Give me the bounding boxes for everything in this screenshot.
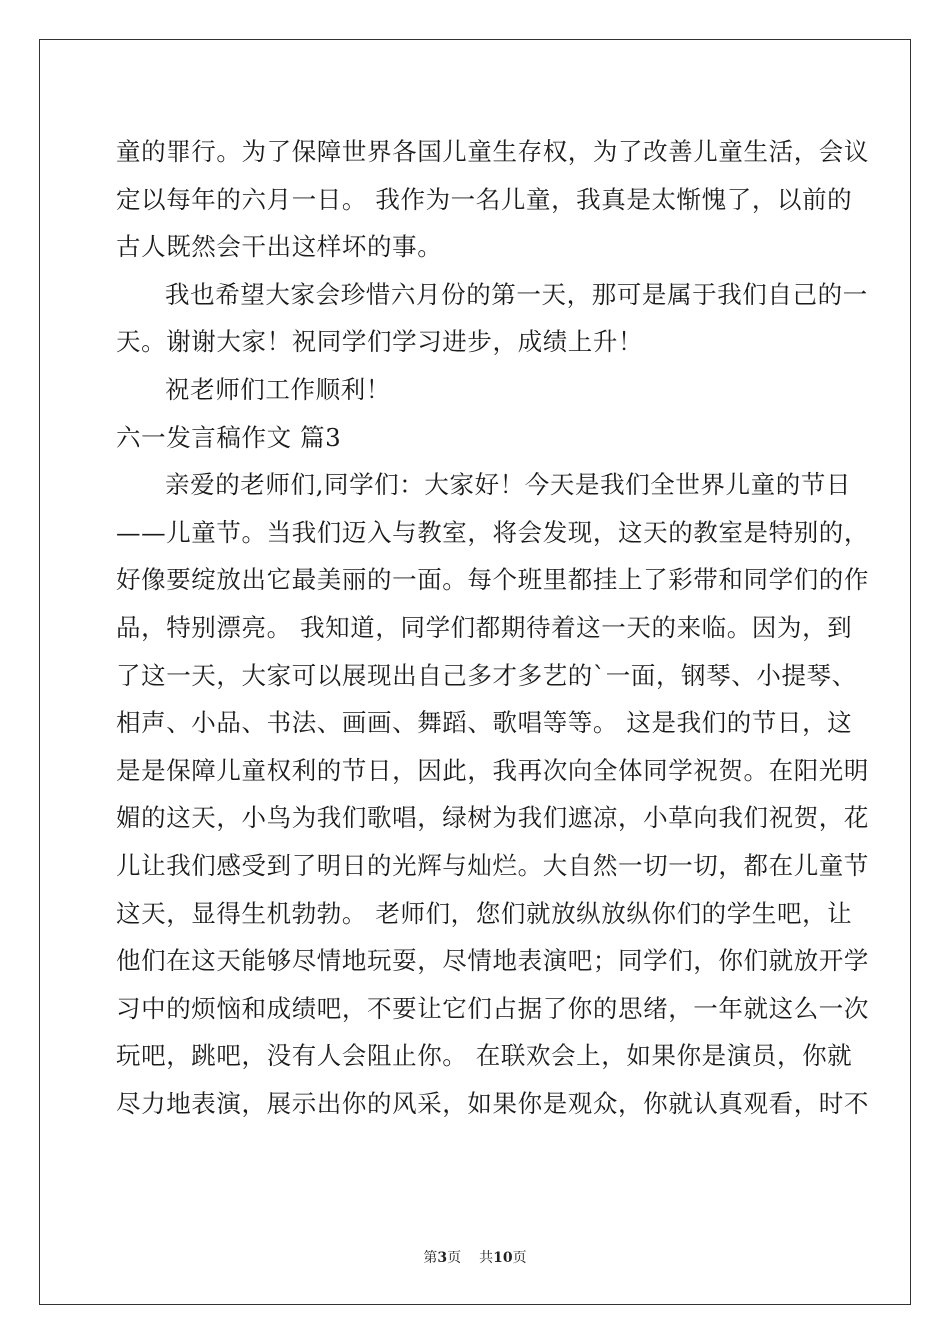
text-line: 尽力地表演，展示出你的风采，如果你是观众，你就认真观看，时不 — [116, 1088, 869, 1118]
text-line: 儿让我们感受到了明日的光辉与灿烂。大自然一切一切，都在儿童节 — [116, 850, 869, 880]
text-line: 了这一天，大家可以展现出自己多才多艺的`一面，钢琴、小提琴、 — [116, 660, 857, 690]
text-line: 相声、小品、书法、画画、舞蹈、歌唱等等。 这是我们的节日，这 — [116, 708, 853, 738]
text-line: 好像要绽放出它最美丽的一面。每个班里都挂上了彩带和同学们的作 — [116, 565, 869, 595]
text-line: 天。谢谢大家！祝同学们学习进步，成绩上升！ — [116, 327, 644, 357]
text-line: 童的罪行。为了保障世界各国儿童生存权，为了改善儿童生活，会议 — [116, 137, 869, 166]
text-line: 玩吧，跳吧，没有人会阻止你。 在联欢会上，如果你是演员，你就 — [116, 1041, 853, 1071]
text-line: 定以每年的六月一日。 我作为一名儿童，我真是太惭愧了，以前的 — [116, 184, 853, 214]
text-line: 古人既然会干出这样坏的事。 — [116, 232, 443, 262]
text-line: 习中的烦恼和成绩吧，不要让它们占据了你的思绪，一年就这么一次 — [116, 993, 869, 1023]
text-line: 他们在这天能够尽情地玩耍，尽情地表演吧；同学们，你们就放开学 — [116, 946, 869, 976]
text-line: 品，特别漂亮。 我知道，同学们都期待着这一天的来临。因为，到 — [116, 612, 853, 642]
text-line: 这天，显得生机勃勃。 老师们，您们就放纵放纵你们的学生吧，让 — [116, 898, 853, 928]
total-pages: 10 — [493, 1250, 513, 1266]
page-number: 3 — [437, 1250, 448, 1266]
text-line: ——儿童节。当我们迈入与教室，将会发现，这天的教室是特别的， — [116, 517, 869, 547]
page-prefix: 第 — [423, 1250, 438, 1266]
text-line: 媚的这天，小鸟为我们歌唱，绿树为我们遮凉，小草向我们祝贺，花 — [116, 803, 869, 833]
text-line: 六一发言稿作文 篇3 — [116, 422, 342, 452]
text-line: 祝老师们工作顺利！ — [165, 374, 391, 404]
text-line: 是是保障儿童权利的节日，因此，我再次向全体同学祝贺。在阳光明 — [116, 755, 869, 785]
page-suffix: 页 — [447, 1250, 462, 1266]
total-prefix: 共 — [479, 1250, 494, 1266]
text-line: 我也希望大家会珍惜六月份的第一天，那可是属于我们自己的一 — [165, 279, 868, 309]
document-body — [116, 128, 869, 1127]
text-line: 亲爱的老师们,同学们：大家好！今天是我们全世界儿童的节日 — [165, 470, 852, 500]
total-suffix: 页 — [512, 1250, 527, 1266]
page-footer — [0, 1247, 950, 1267]
